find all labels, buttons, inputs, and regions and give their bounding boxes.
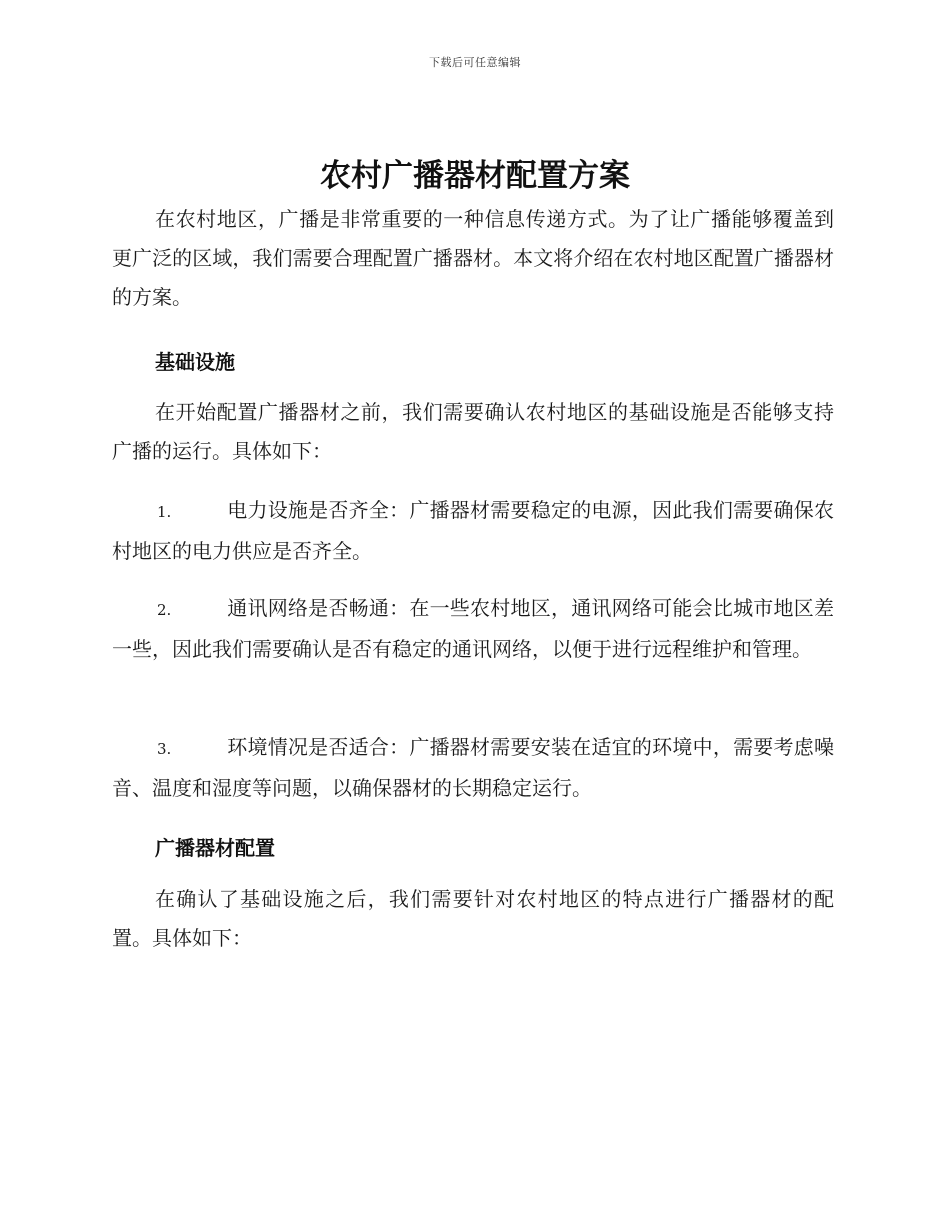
section-heading-infrastructure: 基础设施	[155, 350, 235, 374]
list-item-number: 2.	[157, 601, 172, 619]
section-heading-equipment: 广播器材配置	[155, 836, 275, 860]
list-item-number: 3.	[157, 740, 172, 758]
intro-paragraph: 在农村地区，广播是非常重要的一种信息传递方式。为了让广播能够覆盖到更广泛的区域，我们需要合理配置广播器材。本文将介绍在农村地区配置广播器材的方案。	[112, 207, 834, 309]
list-item-number: 1.	[157, 503, 172, 521]
list-item-text: 电力设施是否齐全：广播器材需要稳定的电源，因此我们需要确保农村地区的电力供应是否齐全。	[112, 498, 834, 563]
document-title: 农村广播器材配置方案	[320, 158, 630, 194]
list-item	[112, 589, 834, 669]
list-item	[112, 728, 834, 808]
section-paragraph-equipment: 在确认了基础设施之后，我们需要针对农村地区的特点进行广播器材的配置。具体如下：	[112, 887, 834, 950]
list-item-text: 环境情况是否适合：广播器材需要安装在适宜的环境中，需要考虑噪音、温度和湿度等问题，以确保器材的长期稳定运行。	[112, 735, 834, 800]
list-item-text: 通讯网络是否畅通：在一些农村地区，通讯网络可能会比城市地区差一些，因此我们需要确认是否有稳定的通讯网络，以便于进行远程维护和管理。	[112, 596, 834, 661]
header-note: 下载后可任意编辑	[429, 56, 521, 69]
list-item	[112, 491, 834, 571]
section-paragraph-infrastructure: 在开始配置广播器材之前，我们需要确认农村地区的基础设施是否能够支持广播的运行。具体如下：	[112, 400, 834, 463]
